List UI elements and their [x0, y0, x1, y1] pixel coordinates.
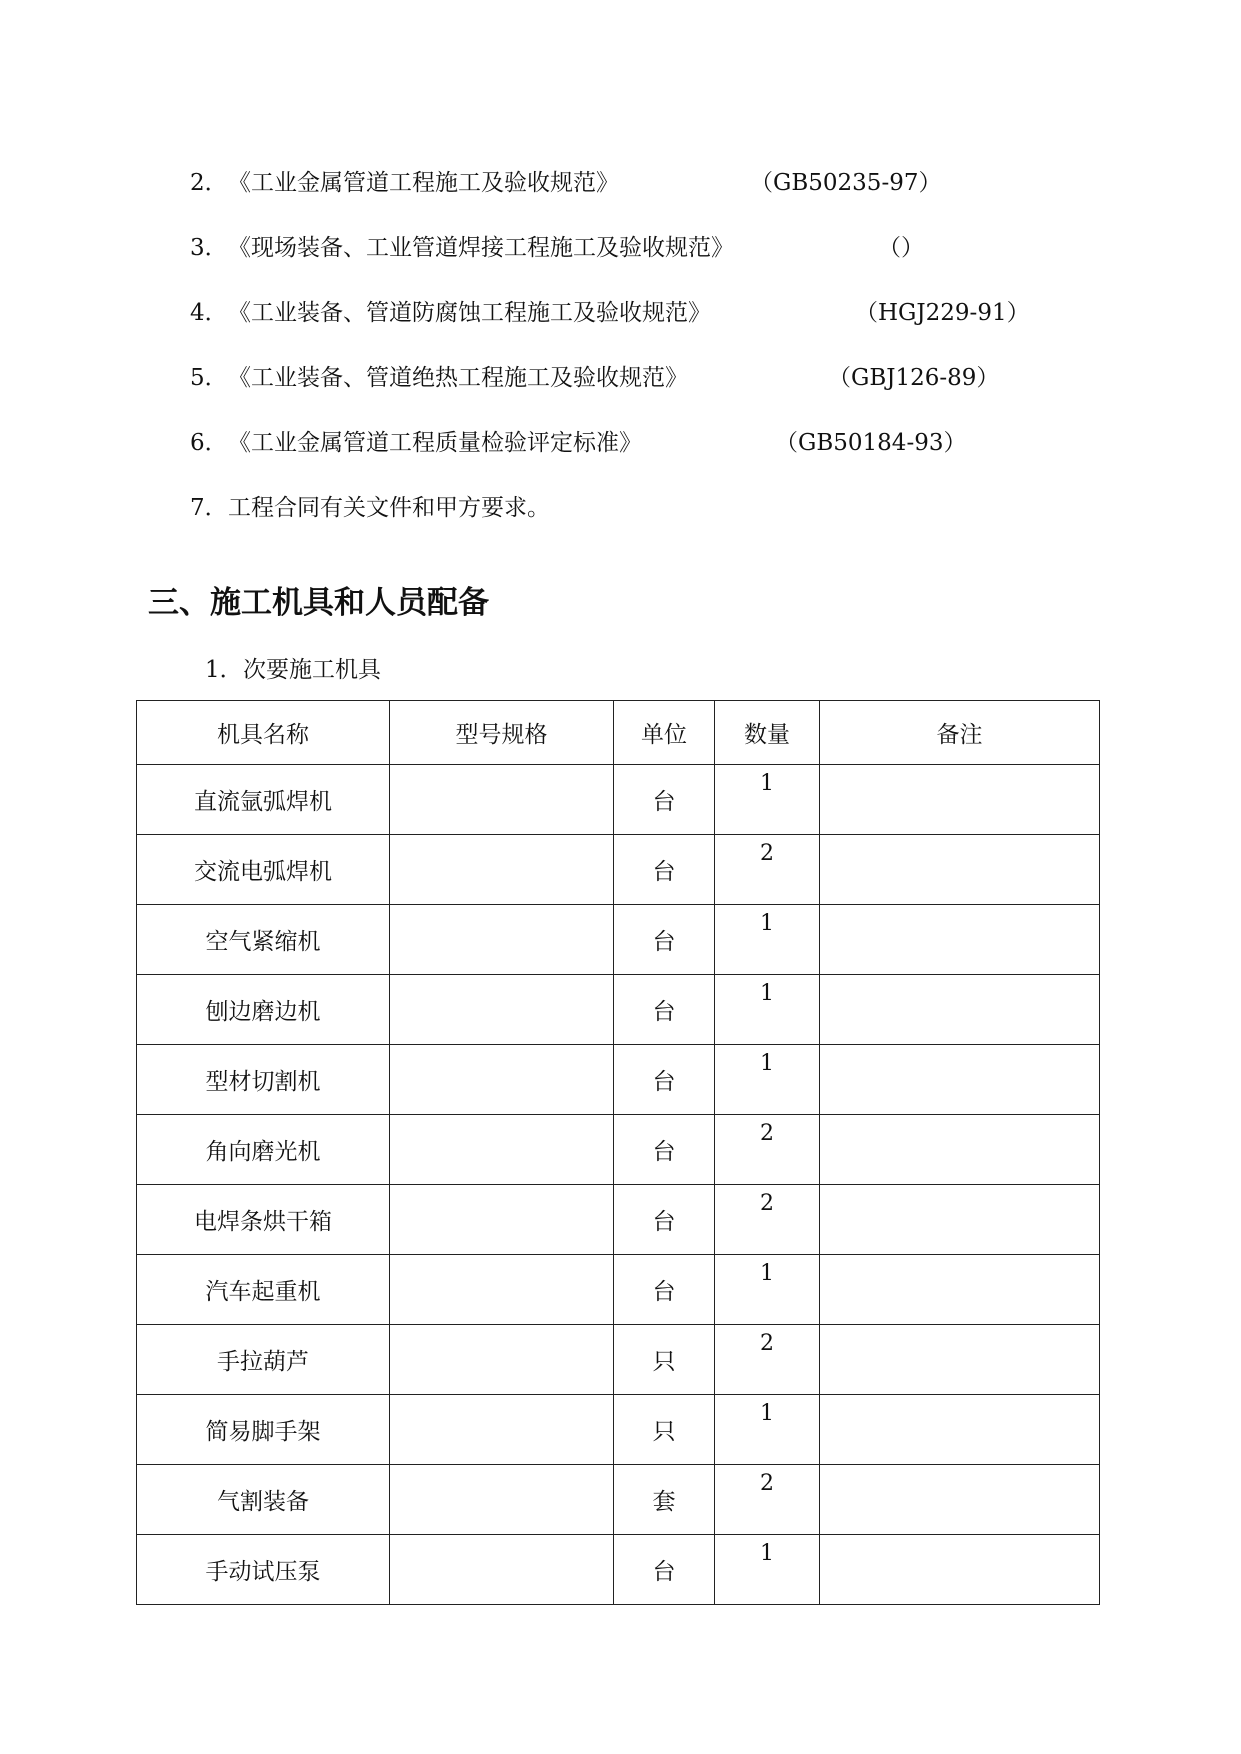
standard-item: [190, 488, 550, 528]
cell-name: 汽车起重机: [137, 1255, 390, 1325]
cell-name: 刨边磨边机: [137, 975, 390, 1045]
cell-note: [820, 1045, 1100, 1115]
cell-unit: 套: [614, 1465, 715, 1535]
cell-spec: [390, 835, 614, 905]
cell-qty: 2: [715, 835, 820, 905]
standard-code: （GB50184-93）: [775, 430, 967, 456]
standard-code: （）: [878, 235, 924, 261]
cell-qty: 2: [715, 1465, 820, 1535]
header-note: 备注: [820, 701, 1100, 765]
header-unit: 单位: [614, 701, 715, 765]
cell-name: 空气紧缩机: [137, 905, 390, 975]
cell-name: 气割装备: [137, 1465, 390, 1535]
cell-name: 直流氩弧焊机: [137, 765, 390, 835]
standard-title: 《工业装备、管道防腐蚀工程施工及验收规范》: [228, 300, 711, 326]
standard-code: （GB50235-97）: [750, 170, 942, 196]
cell-note: [820, 1325, 1100, 1395]
standard-code: （HGJ229-91）: [855, 300, 1030, 326]
table-header-row: [137, 701, 1100, 765]
cell-name: 型材切割机: [137, 1045, 390, 1115]
table-row: [137, 1395, 1100, 1465]
standard-code: （GBJ126-89）: [828, 365, 1000, 391]
cell-spec: [390, 905, 614, 975]
table-row: [137, 905, 1100, 975]
table-row: [137, 765, 1100, 835]
standard-item: [190, 228, 924, 268]
standard-number: 2．: [190, 170, 228, 196]
cell-name: 简易脚手架: [137, 1395, 390, 1465]
header-qty: 数量: [715, 701, 820, 765]
standard-item: [190, 163, 942, 203]
cell-name: 交流电弧焊机: [137, 835, 390, 905]
table-row: [137, 1045, 1100, 1115]
standard-title: 《工业装备、管道绝热工程施工及验收规范》: [228, 365, 688, 391]
standard-item: [190, 358, 1000, 398]
cell-qty: 1: [715, 1045, 820, 1115]
cell-spec: [390, 765, 614, 835]
standard-number: 4．: [190, 300, 228, 326]
standard-title: 《工业金属管道工程施工及验收规范》: [228, 170, 619, 196]
table-row: [137, 1465, 1100, 1535]
standard-number: 6．: [190, 430, 228, 456]
cell-qty: 2: [715, 1115, 820, 1185]
cell-qty: 2: [715, 1325, 820, 1395]
cell-note: [820, 1115, 1100, 1185]
cell-unit: 只: [614, 1395, 715, 1465]
cell-spec: [390, 975, 614, 1045]
standard-number: 7．: [190, 495, 228, 521]
cell-note: [820, 1185, 1100, 1255]
cell-unit: 台: [614, 835, 715, 905]
table-row: [137, 975, 1100, 1045]
cell-name: 手拉葫芦: [137, 1325, 390, 1395]
cell-unit: 只: [614, 1325, 715, 1395]
cell-name: 角向磨光机: [137, 1115, 390, 1185]
cell-unit: 台: [614, 975, 715, 1045]
table-row: [137, 1535, 1100, 1605]
cell-qty: 1: [715, 905, 820, 975]
cell-note: [820, 1395, 1100, 1465]
subheading: [205, 650, 381, 690]
cell-note: [820, 765, 1100, 835]
tools-table: [136, 700, 1100, 1605]
cell-spec: [390, 1325, 614, 1395]
standard-number: 5．: [190, 365, 228, 391]
section-heading: 三、施工机具和人员配备: [148, 585, 489, 621]
cell-qty: 1: [715, 975, 820, 1045]
table-row: [137, 1185, 1100, 1255]
cell-spec: [390, 1465, 614, 1535]
cell-name: 电焊条烘干箱: [137, 1185, 390, 1255]
standard-title: 工程合同有关文件和甲方要求。: [228, 495, 550, 521]
cell-note: [820, 1465, 1100, 1535]
cell-unit: 台: [614, 1535, 715, 1605]
standard-item: [190, 423, 967, 463]
subheading-text: 次要施工机具: [243, 657, 381, 683]
table-row: [137, 1325, 1100, 1395]
cell-qty: 1: [715, 1395, 820, 1465]
cell-spec: [390, 1115, 614, 1185]
cell-spec: [390, 1395, 614, 1465]
cell-unit: 台: [614, 1185, 715, 1255]
table-row: [137, 1115, 1100, 1185]
table-row: [137, 1255, 1100, 1325]
table-row: [137, 835, 1100, 905]
standard-title: 《现场装备、工业管道焊接工程施工及验收规范》: [228, 235, 734, 261]
cell-unit: 台: [614, 765, 715, 835]
cell-note: [820, 835, 1100, 905]
subheading-number: 1．: [205, 657, 243, 683]
cell-spec: [390, 1185, 614, 1255]
cell-qty: 1: [715, 1535, 820, 1605]
header-spec: 型号规格: [390, 701, 614, 765]
cell-note: [820, 905, 1100, 975]
cell-unit: 台: [614, 1045, 715, 1115]
cell-note: [820, 975, 1100, 1045]
cell-note: [820, 1255, 1100, 1325]
header-name: 机具名称: [137, 701, 390, 765]
cell-spec: [390, 1045, 614, 1115]
cell-qty: 1: [715, 765, 820, 835]
cell-qty: 2: [715, 1185, 820, 1255]
cell-name: 手动试压泵: [137, 1535, 390, 1605]
standard-item: [190, 293, 1030, 333]
cell-spec: [390, 1255, 614, 1325]
standard-title: 《工业金属管道工程质量检验评定标准》: [228, 430, 642, 456]
cell-spec: [390, 1535, 614, 1605]
standard-number: 3．: [190, 235, 228, 261]
cell-unit: 台: [614, 1115, 715, 1185]
cell-unit: 台: [614, 1255, 715, 1325]
cell-note: [820, 1535, 1100, 1605]
cell-unit: 台: [614, 905, 715, 975]
cell-qty: 1: [715, 1255, 820, 1325]
